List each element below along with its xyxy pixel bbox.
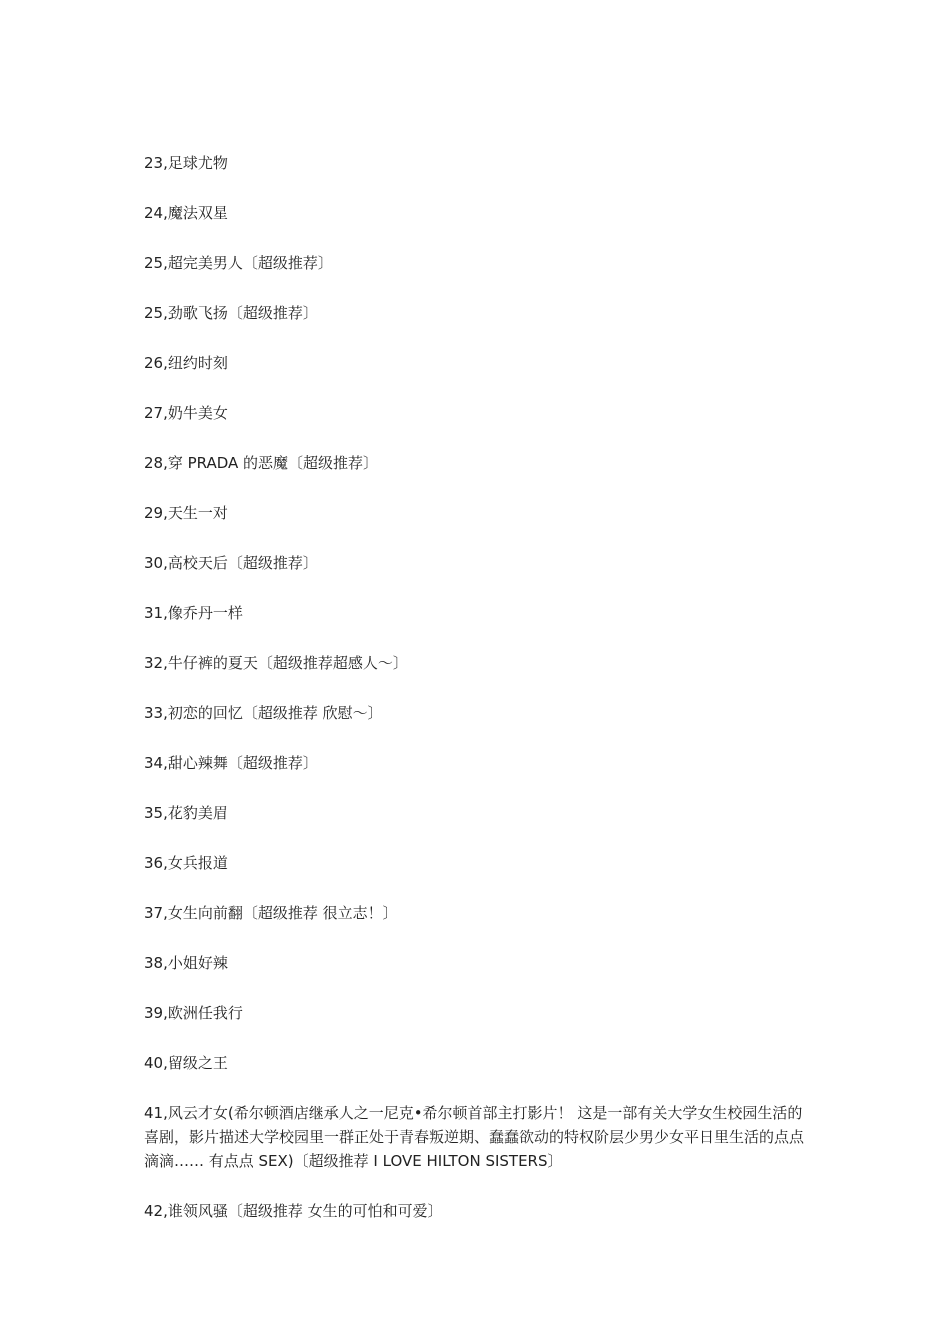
- list-item: 33,初恋的回忆〔超级推荐 欣慰～〕: [144, 704, 383, 722]
- list-item: 35,花豹美眉: [144, 804, 228, 822]
- list-item: 29,天生一对: [144, 504, 228, 522]
- list-item: 24,魔法双星: [144, 204, 228, 222]
- list-item: 25,超完美男人〔超级推荐〕: [144, 254, 333, 272]
- list-item: 41,风云才女(希尔顿酒店继承人之一尼克•希尔顿首部主打影片！ 这是一部有关大学女生校园生活的喜剧，影片描述大学校园里一群正处于青春叛逆期、蠢蠢欲动的特权阶层少男少女平日里生活的点点滴滴…… 有点点 SEX)〔超级推荐 I LOVE HILTON SISTERS〕: [144, 1104, 805, 1170]
- list-item: 38,小姐好辣: [144, 954, 228, 972]
- list-item: 30,高校天后〔超级推荐〕: [144, 554, 318, 572]
- list-item: 25,劲歌飞扬〔超级推荐〕: [144, 304, 318, 322]
- list-item: 42,谁领风骚〔超级推荐 女生的可怕和可爱〕: [144, 1202, 443, 1220]
- list-item: 26,纽约时刻: [144, 354, 228, 372]
- list-item: 36,女兵报道: [144, 854, 228, 872]
- list-item: 23,足球尤物: [144, 154, 228, 172]
- movie-list: [144, 151, 808, 1249]
- list-item: 34,甜心辣舞〔超级推荐〕: [144, 754, 318, 772]
- list-item: 28,穿 PRADA 的恶魔〔超级推荐〕: [144, 454, 379, 472]
- list-item: 27,奶牛美女: [144, 404, 228, 422]
- list-item: 32,牛仔裤的夏天〔超级推荐超感人～〕: [144, 654, 408, 672]
- list-item: 39,欧洲任我行: [144, 1004, 243, 1022]
- list-item: 31,像乔丹一样: [144, 604, 243, 622]
- list-item: 40,留级之王: [144, 1054, 228, 1072]
- list-item: 37,女生向前翻〔超级推荐 很立志！〕: [144, 904, 398, 922]
